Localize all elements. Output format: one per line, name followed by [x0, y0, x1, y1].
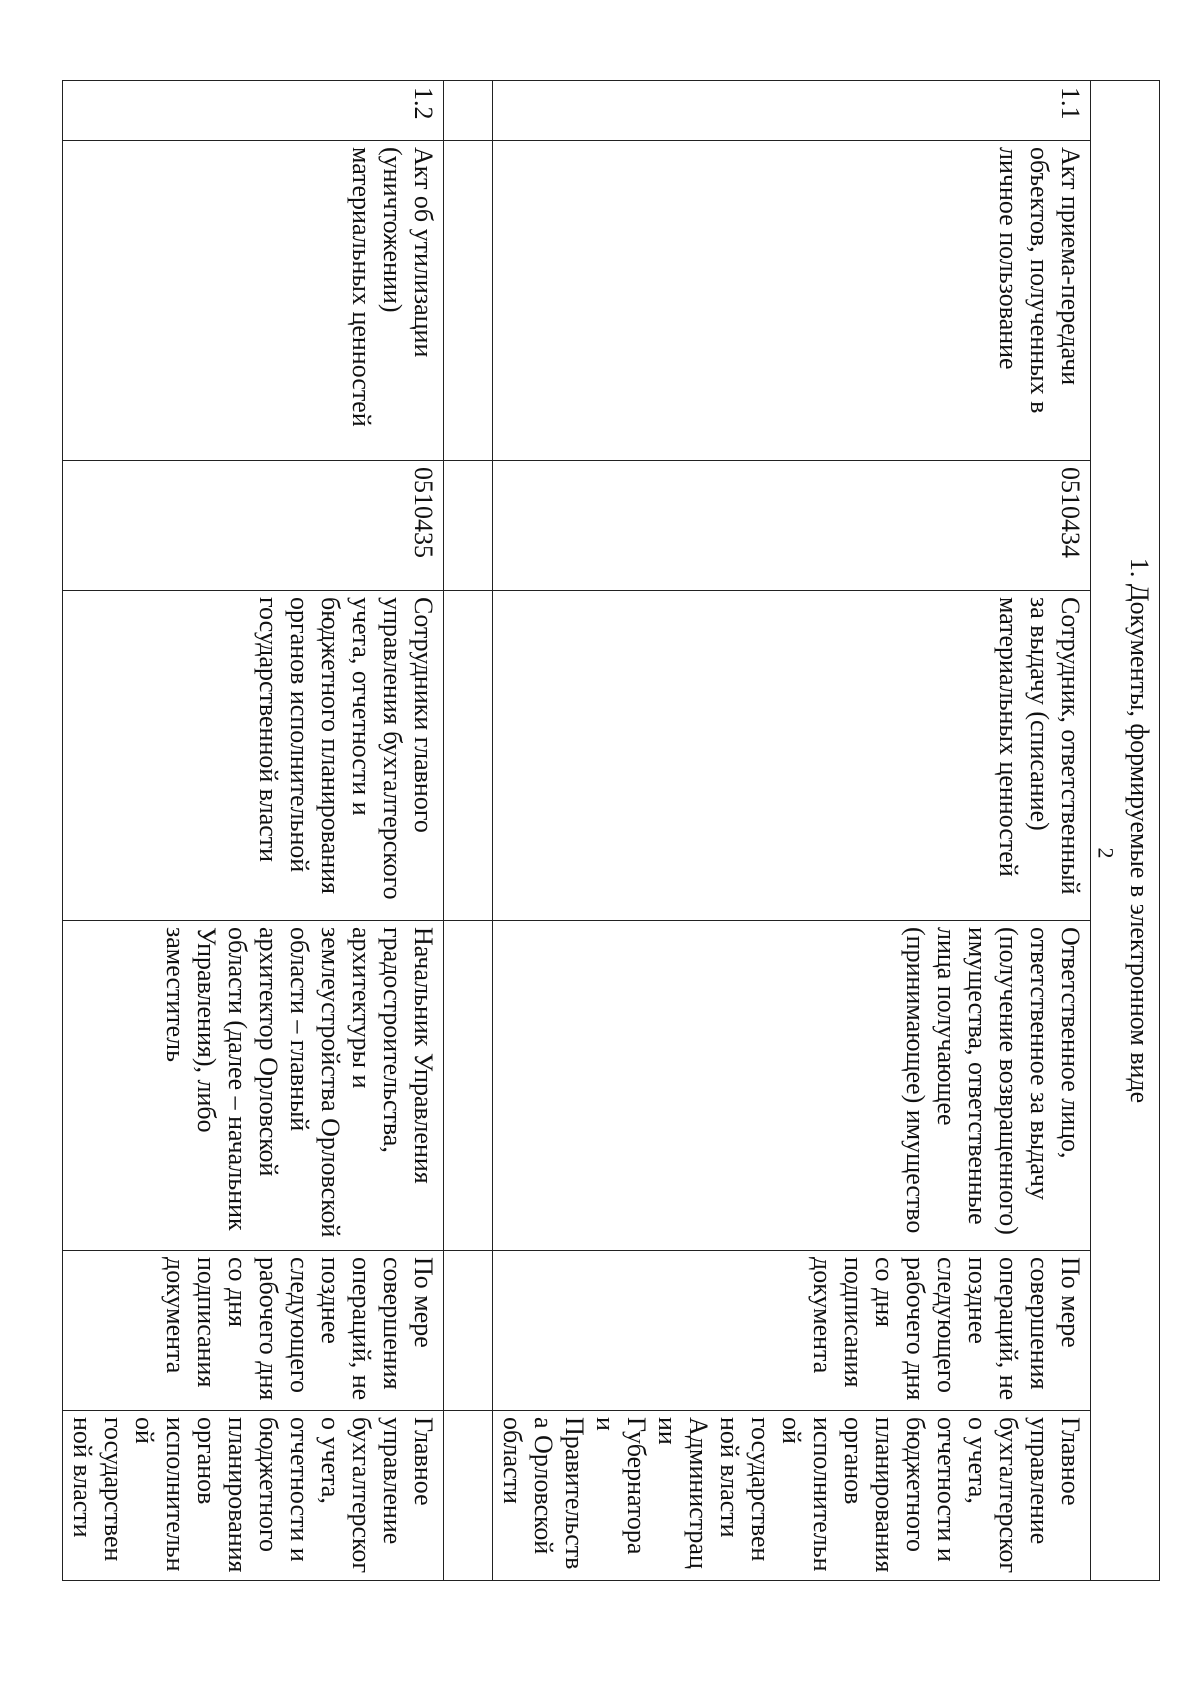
- form-code: 0510434: [493, 461, 1091, 591]
- term-cell: По мере совершения операций, не позднее следующего рабочего дня со дня подписания документа: [63, 1251, 444, 1411]
- document-name: Акт об утилизации (уничтожении) материальных ценностей: [63, 141, 444, 461]
- empty-cell: [444, 81, 493, 141]
- rotated-table-wrapper: [68, 80, 1160, 1580]
- empty-cell: [444, 1411, 493, 1581]
- documents-table: [62, 80, 1160, 1581]
- empty-cell: [444, 141, 493, 461]
- signer-cell: Сотрудники главного управления бухгалтерского учета, отчетности и бюджетного планирования органов исполнительной государственной власти: [63, 591, 444, 921]
- recipient-cell: Главное управление бухгалтерского учета, отчетности и бюджетного планирования органов исполнительной государственной власти Администрации Губернатора и Правительства Орловской области: [493, 1411, 1091, 1581]
- table-row: [493, 81, 1091, 1581]
- row-number: 1.1: [493, 81, 1091, 141]
- empty-cell: [444, 591, 493, 921]
- table-row: [63, 81, 444, 1581]
- table-row-empty: [444, 81, 493, 1581]
- row-number: 1.2: [63, 81, 444, 141]
- document-name: Акт приема-передачи объектов, полученных в личное пользование: [493, 141, 1091, 461]
- approver-cell: Начальник Управления градостроительства, архитектуры и землеустройства Орловской области – главный архитектор Орловской области (далее – начальник Управления), либо заместитель: [63, 921, 444, 1251]
- empty-cell: [444, 1251, 493, 1411]
- page-number: 2: [1093, 847, 1119, 859]
- landscape-page: [68, 80, 1160, 1580]
- empty-cell: [444, 921, 493, 1251]
- term-cell: По мере совершения операций, не позднее следующего рабочего дня со дня подписания документа: [493, 1251, 1091, 1411]
- form-code: 0510435: [63, 461, 444, 591]
- approver-cell: Ответственное лицо, ответственное за выдачу (получение возвращенного) имущества, ответственные лица получающее (принимающее) имущество: [493, 921, 1091, 1251]
- recipient-cell: Главное управление бухгалтерского учета, отчетности и бюджетного планирования органов исполнительной государственной власти: [63, 1411, 444, 1581]
- section-title: 1. Документы, формируемые в электронном виде: [1091, 81, 1160, 1581]
- empty-cell: [444, 461, 493, 591]
- signer-cell: Сотрудник, ответственный за выдачу (списание) материальных ценностей: [493, 591, 1091, 921]
